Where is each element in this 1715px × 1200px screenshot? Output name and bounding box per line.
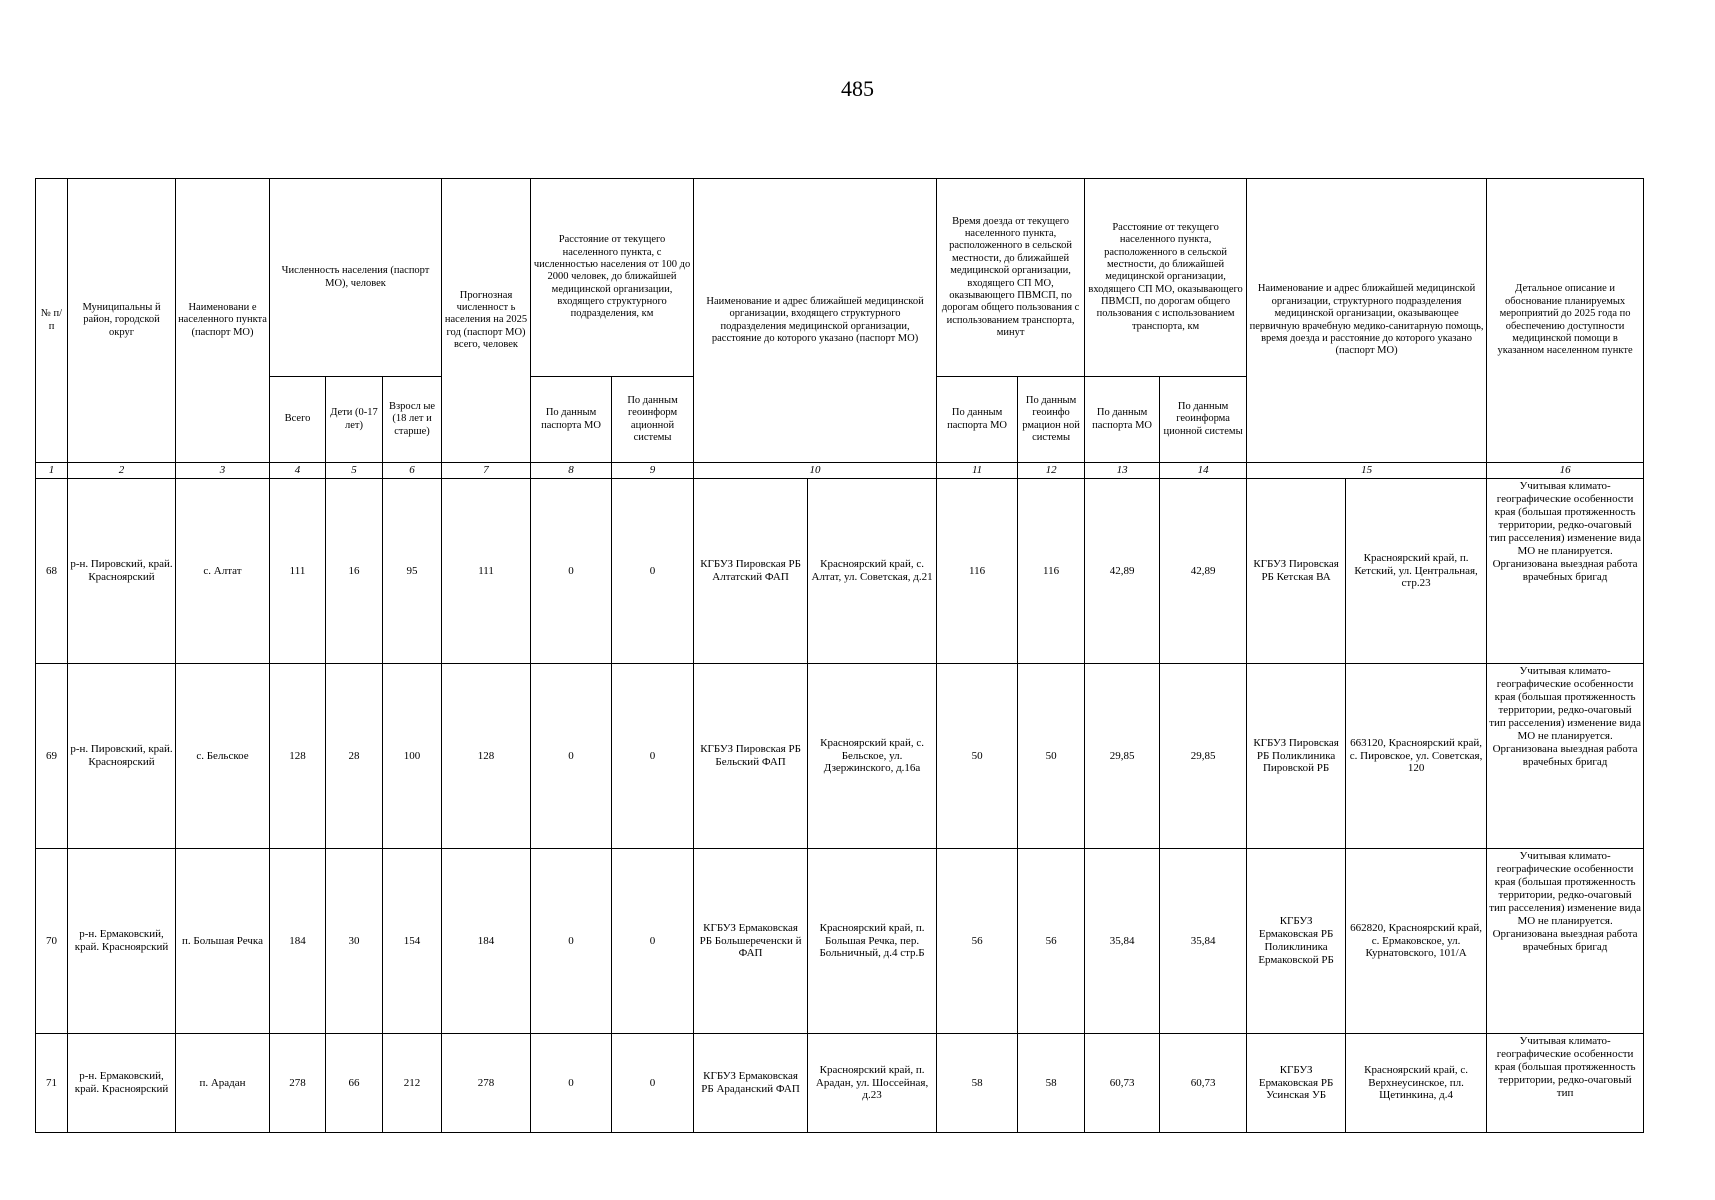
population-total-cell: 128 — [270, 664, 326, 849]
column-number: 12 — [1018, 463, 1085, 479]
distance-passport-cell: 0 — [531, 849, 612, 1034]
row-number: 71 — [36, 1034, 68, 1133]
table-row — [36, 479, 1644, 664]
pvmsp-name-cell: КГБУЗ Пировская РБ Кетская ВА — [1247, 479, 1346, 664]
population-adults-cell: 95 — [383, 479, 442, 664]
time-passport-cell: 56 — [937, 849, 1018, 1034]
mo-address-cell: Красноярский край, с. Алтат, ул. Советская, д.21 — [808, 479, 937, 664]
header-travel-distance: Расстояние от текущего населенного пункта, расположенного в сельской местности, до ближайшей медицинской организации, входящего СП МО, оказывающего ПВМСП, по дорогам общего пользования с использованием транспорта, км — [1085, 179, 1247, 377]
district-cell: р-н. Пировский, край. Красноярский — [68, 479, 176, 664]
km-gis-cell: 35,84 — [1160, 849, 1247, 1034]
header-time-passport: По данным паспорта МО — [937, 377, 1018, 463]
time-passport-cell: 116 — [937, 479, 1018, 664]
header-nearest-mo: Наименование и адрес ближайшей медицинской организации, входящего структурного подразделения медицинской организации, расстояние до которого указано (паспорт МО) — [694, 179, 937, 463]
population-total-cell: 184 — [270, 849, 326, 1034]
column-number: 6 — [383, 463, 442, 479]
forecast-cell: 128 — [442, 664, 531, 849]
forecast-cell: 184 — [442, 849, 531, 1034]
description-text: Учитывая климато-географические особенности края (большая протяженность территории, редко-очаговый тип расселения) изменение вида МО не планируется. Организована выездная работа врачебных бригад — [1489, 480, 1641, 583]
km-gis-cell: 42,89 — [1160, 479, 1247, 664]
population-adults-cell: 100 — [383, 664, 442, 849]
page-number: 485 — [841, 76, 874, 101]
header-row-number: № п/ п — [36, 179, 68, 463]
header-total: Всего — [270, 377, 326, 463]
population-total-cell: 278 — [270, 1034, 326, 1133]
table-row — [36, 849, 1644, 1034]
settlement-cell: п. Большая Речка — [176, 849, 270, 1034]
population-children-cell: 28 — [326, 664, 383, 849]
row-number: 68 — [36, 479, 68, 664]
header-km-gis: По данным геоинформа ционной системы — [1160, 377, 1247, 463]
forecast-cell: 111 — [442, 479, 531, 664]
district-cell: р-н. Ермаковский, край. Красноярский — [68, 849, 176, 1034]
table-row — [36, 664, 1644, 849]
population-children-cell: 30 — [326, 849, 383, 1034]
header-forecast: Прогнозная численност ь населения на 2025 год (паспорт МО) всего, человек — [442, 179, 531, 463]
mo-name-cell: КГБУЗ Пировская РБ Алтатский ФАП — [694, 479, 808, 664]
column-number: 11 — [937, 463, 1018, 479]
header-distance-gis: По данным геоинформ ационной системы — [612, 377, 694, 463]
population-adults-cell: 154 — [383, 849, 442, 1034]
distance-gis-cell: 0 — [612, 1034, 694, 1133]
mo-name-cell: КГБУЗ Ермаковская РБ Араданский ФАП — [694, 1034, 808, 1133]
description-text: Учитывая климато-географические особенности края (большая протяженность территории, редко-очаговый тип расселения) изменение вида МО не планируется. Организована выездная работа врачебных бригад — [1489, 850, 1641, 953]
pvmsp-address-cell: 663120, Красноярский край, с. Пировское, ул. Советская, 120 — [1346, 664, 1487, 849]
row-number: 69 — [36, 664, 68, 849]
medical-accessibility-table — [35, 178, 1644, 1133]
column-number: 8 — [531, 463, 612, 479]
distance-gis-cell: 0 — [612, 479, 694, 664]
distance-gis-cell: 0 — [612, 664, 694, 849]
time-gis-cell: 56 — [1018, 849, 1085, 1034]
mo-address-cell: Красноярский край, с. Бельское, ул. Дзержинского, д.16а — [808, 664, 937, 849]
header-distance: Расстояние от текущего населенного пункта, с численностью населения от 100 до 2000 человек, до ближайшей медицинской организации, входящего структурного подразделения, км — [531, 179, 694, 377]
header-travel-time: Время доезда от текущего населенного пункта, расположенного в сельской местности, до ближайшей медицинской организации, входящего СП МО, оказывающего ПВМСП, по дорогам общего пользования с использованием транспорта, минут — [937, 179, 1085, 377]
pvmsp-name-cell: КГБУЗ Ермаковская РБ Поликлиника Ермаковской РБ — [1247, 849, 1346, 1034]
distance-gis-cell: 0 — [612, 849, 694, 1034]
table-row — [36, 1034, 1644, 1133]
column-number: 7 — [442, 463, 531, 479]
settlement-cell: с. Алтат — [176, 479, 270, 664]
pvmsp-address-cell: 662820, Красноярский край, с. Ермаковское, ул. Курнатовского, 101/А — [1346, 849, 1487, 1034]
district-cell: р-н. Пировский, край. Красноярский — [68, 664, 176, 849]
column-number: 10 — [694, 463, 937, 479]
header-time-gis: По данным геоинфо рмацион ной системы — [1018, 377, 1085, 463]
column-number: 16 — [1487, 463, 1644, 479]
pvmsp-address-cell: Красноярский край, п. Кетский, ул. Центральная, стр.23 — [1346, 479, 1487, 664]
distance-passport-cell: 0 — [531, 479, 612, 664]
column-number: 3 — [176, 463, 270, 479]
population-children-cell: 16 — [326, 479, 383, 664]
column-number: 13 — [1085, 463, 1160, 479]
population-total-cell: 111 — [270, 479, 326, 664]
row-number: 70 — [36, 849, 68, 1034]
column-number: 4 — [270, 463, 326, 479]
column-number: 14 — [1160, 463, 1247, 479]
mo-address-cell: Красноярский край, п. Арадан, ул. Шоссейная, д.23 — [808, 1034, 937, 1133]
km-passport-cell: 42,89 — [1085, 479, 1160, 664]
description-cell — [1487, 479, 1644, 664]
column-number: 2 — [68, 463, 176, 479]
time-passport-cell: 58 — [937, 1034, 1018, 1133]
column-number: 5 — [326, 463, 383, 479]
header-children: Дети (0-17 лет) — [326, 377, 383, 463]
header-km-passport: По данным паспорта МО — [1085, 377, 1160, 463]
description-cell — [1487, 664, 1644, 849]
settlement-cell: п. Арадан — [176, 1034, 270, 1133]
header-settlement: Наименовани е населенного пункта (паспорт МО) — [176, 179, 270, 463]
km-gis-cell: 29,85 — [1160, 664, 1247, 849]
pvmsp-address-cell: Красноярский край, с. Верхнеусинское, пл. Щетинкина, д.4 — [1346, 1034, 1487, 1133]
description-cell — [1487, 1034, 1644, 1133]
pvmsp-name-cell: КГБУЗ Ермаковская РБ Усинская УБ — [1247, 1034, 1346, 1133]
header-nearest-pvmsp: Наименование и адрес ближайшей медицинской организации, структурного подразделения медицинской организации, оказывающее первичную врачебную медико-санитарную помощь, время доезда и расстояние до которого указано (паспорт МО) — [1247, 179, 1487, 463]
forecast-cell: 278 — [442, 1034, 531, 1133]
column-number: 9 — [612, 463, 694, 479]
km-passport-cell: 29,85 — [1085, 664, 1160, 849]
distance-passport-cell: 0 — [531, 1034, 612, 1133]
column-number-row — [36, 463, 1644, 479]
km-passport-cell: 35,84 — [1085, 849, 1160, 1034]
distance-passport-cell: 0 — [531, 664, 612, 849]
population-adults-cell: 212 — [383, 1034, 442, 1133]
time-passport-cell: 50 — [937, 664, 1018, 849]
time-gis-cell: 50 — [1018, 664, 1085, 849]
settlement-cell: с. Бельское — [176, 664, 270, 849]
column-number: 1 — [36, 463, 68, 479]
header-district: Муниципальны й район, городской округ — [68, 179, 176, 463]
description-cell — [1487, 849, 1644, 1034]
district-cell: р-н. Ермаковский, край. Красноярский — [68, 1034, 176, 1133]
population-children-cell: 66 — [326, 1034, 383, 1133]
time-gis-cell: 58 — [1018, 1034, 1085, 1133]
header-description: Детальное описание и обоснование планируемых мероприятий до 2025 года по обеспечению доступности медицинской помощи в указанном населенном пункте — [1487, 179, 1644, 463]
header-adults: Взросл ые (18 лет и старше) — [383, 377, 442, 463]
mo-name-cell: КГБУЗ Ермаковская РБ Большереченски й ФАП — [694, 849, 808, 1034]
column-number: 15 — [1247, 463, 1487, 479]
header-distance-passport: По данным паспорта МО — [531, 377, 612, 463]
description-text: Учитывая климато-географические особенности края (большая протяженность территории, редко-очаговый тип — [1494, 1035, 1636, 1099]
pvmsp-name-cell: КГБУЗ Пировская РБ Поликлиника Пировской РБ — [1247, 664, 1346, 849]
mo-address-cell: Красноярский край, п. Большая Речка, пер. Больничный, д.4 стр.Б — [808, 849, 937, 1034]
km-gis-cell: 60,73 — [1160, 1034, 1247, 1133]
time-gis-cell: 116 — [1018, 479, 1085, 664]
description-text: Учитывая климато-географические особенности края (большая протяженность территории, редко-очаговый тип расселения) изменение вида МО не планируется. Организована выездная работа врачебных бригад — [1489, 665, 1641, 768]
mo-name-cell: КГБУЗ Пировская РБ Бельский ФАП — [694, 664, 808, 849]
km-passport-cell: 60,73 — [1085, 1034, 1160, 1133]
header-population: Численность населения (паспорт МО), человек — [270, 179, 442, 377]
